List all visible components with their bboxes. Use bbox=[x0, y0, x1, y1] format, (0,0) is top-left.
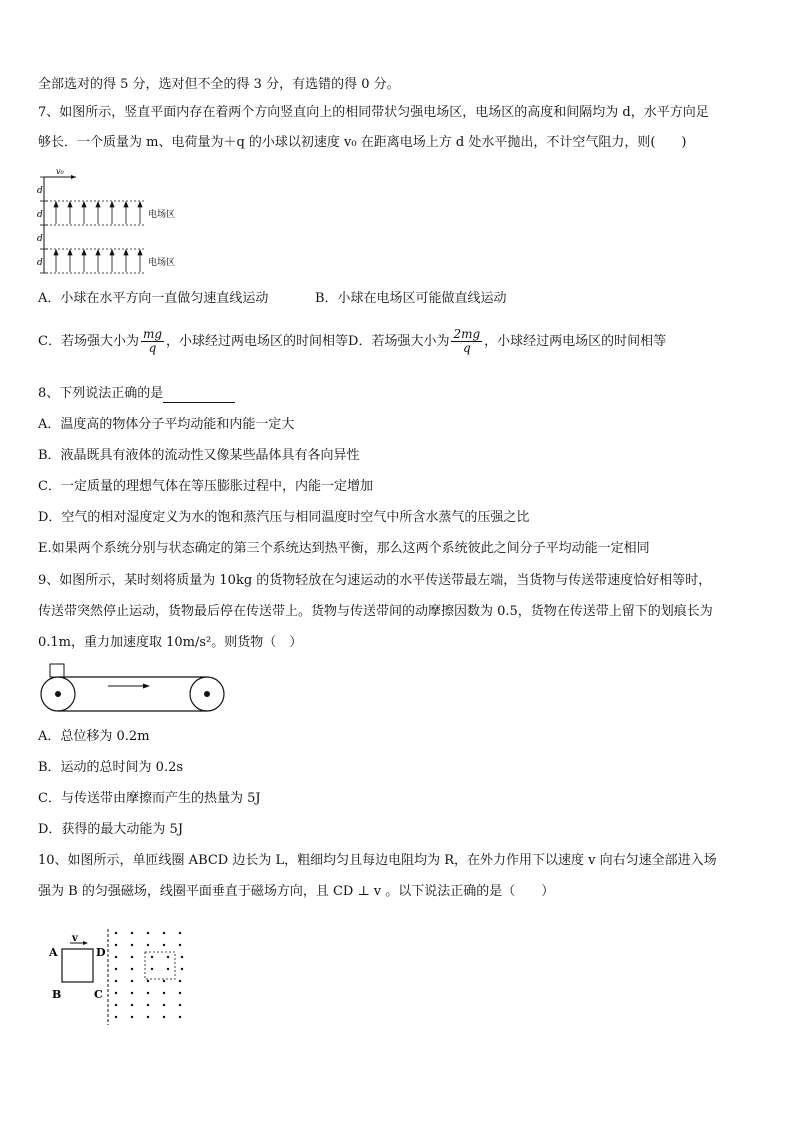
q10-stem-line1: 10、如图所示，单匝线圈 ABCD 边长为 L，粗细均匀且每边电阻均为 R，在外力作用下以速度 v 向右匀速全部进入场 bbox=[38, 853, 717, 868]
q8-stem-row bbox=[38, 385, 235, 403]
q9-conveyor-diagram bbox=[38, 662, 228, 720]
q7-option-d-fraction bbox=[451, 328, 482, 355]
coil-label-b: B bbox=[52, 988, 62, 1001]
q7-field-diagram bbox=[34, 165, 194, 275]
q7-stem-line1: 7、如图所示，竖直平面内存在着两个方向竖直向上的相同带状匀强电场区，电场区的高度和间隔均为 d，水平方向足 bbox=[38, 105, 709, 120]
coil-label-a: A bbox=[49, 946, 58, 959]
q8-option-e: E.如果两个系统分别与状态确定的第三个系统达到热平衡，那么这两个系统彼此之间分子平均动能一定相同 bbox=[38, 541, 650, 556]
coil-label-d: D bbox=[96, 946, 106, 959]
q8-option-d: D．空气的相对湿度定义为水的饱和蒸汽压与相同温度时空气中所含水蒸气的压强之比 bbox=[38, 510, 530, 525]
q7-d-label-3: d bbox=[37, 234, 43, 244]
q8-option-c: C．一定质量的理想气体在等压膨胀过程中，内能一定增加 bbox=[38, 479, 373, 494]
q10-magnetic-field-diagram bbox=[44, 925, 204, 1030]
q7-option-c-suffix: ，小球经过两电场区的时间相等 bbox=[166, 334, 349, 349]
q9-stem-line3: 0.1m，重力加速度取 10m/s²。则货物（ ） bbox=[38, 635, 303, 650]
q7-stem-line2: 够长．一个质量为 m、电荷量为＋q 的小球以初速度 v₀ 在距离电场上方 d 处水平抛出，不计空气阻力，则( ) bbox=[38, 135, 687, 150]
q7-region-label-2: 电场区 bbox=[148, 258, 176, 268]
q10-stem-line2: 强为 B 的匀强磁场，线圈平面垂直于磁场方向，且 CD ⊥ v 。以下说法正确的是（ ） bbox=[38, 884, 555, 899]
q7-option-a: A．小球在水平方向一直做匀速直线运动 bbox=[38, 291, 269, 306]
cargo-box bbox=[50, 664, 64, 677]
coil-abcd bbox=[62, 949, 93, 982]
q9-option-c: C．与传送带由摩擦而产生的热量为 5J bbox=[38, 791, 261, 806]
q7-d-label-4: d bbox=[37, 258, 43, 268]
coil-label-c: C bbox=[94, 988, 103, 1001]
field-dots bbox=[115, 932, 183, 1018]
coil-in-field bbox=[145, 952, 175, 979]
q7-option-b: B．小球在电场区可能做直线运动 bbox=[315, 291, 507, 306]
q7-option-d-prefix: D．若场强大小为 bbox=[348, 334, 450, 349]
q7-option-c-fraction bbox=[141, 328, 164, 355]
q9-stem-line2: 传送带突然停止运动，货物最后停在传送带上。货物与传送带间的动摩擦因数为 0.5，货物在传送带上留下的划痕长为 bbox=[38, 604, 713, 619]
q7-d-label-2: d bbox=[37, 210, 43, 220]
q9-stem-line1: 9、如图所示，某时刻将质量为 10kg 的货物轻放在匀速运动的水平传送带最左端，当货物与传送带速度恰好相等时， bbox=[38, 573, 712, 588]
q7-option-d-denominator: q bbox=[462, 341, 471, 355]
instruction-line: 全部选对的得 5 分，选对但不全的得 3 分，有选错的得 0 分。 bbox=[38, 77, 400, 92]
q7-option-c-denominator: q bbox=[148, 341, 157, 355]
q8-stem: 8、下列说法正确的是 bbox=[38, 386, 164, 401]
q7-option-c-prefix: C．若场强大小为 bbox=[38, 334, 139, 349]
velocity-label: v bbox=[72, 933, 78, 944]
answer-blank bbox=[163, 390, 235, 403]
q7-d-label-1: d bbox=[37, 186, 43, 196]
q8-option-b: B．液晶既具有液体的流动性又像某些晶体具有各向异性 bbox=[38, 448, 360, 463]
q9-option-a: A．总位移为 0.2m bbox=[38, 729, 150, 744]
q7-option-c-numerator: mg bbox=[142, 327, 163, 341]
q7-option-cd-row bbox=[38, 327, 666, 357]
q7-option-d-suffix: ，小球经过两电场区的时间相等 bbox=[484, 334, 667, 349]
q7-region-label-1: 电场区 bbox=[148, 210, 176, 220]
q7-v0-label: v₀ bbox=[56, 167, 64, 176]
q7-option-d-numerator: 2mg bbox=[453, 327, 481, 341]
q8-option-a: A．温度高的物体分子平均动能和内能一定大 bbox=[38, 417, 295, 432]
q9-option-b: B．运动的总时间为 0.2s bbox=[38, 760, 184, 775]
q9-option-d: D．获得的最大动能为 5J bbox=[38, 822, 184, 837]
